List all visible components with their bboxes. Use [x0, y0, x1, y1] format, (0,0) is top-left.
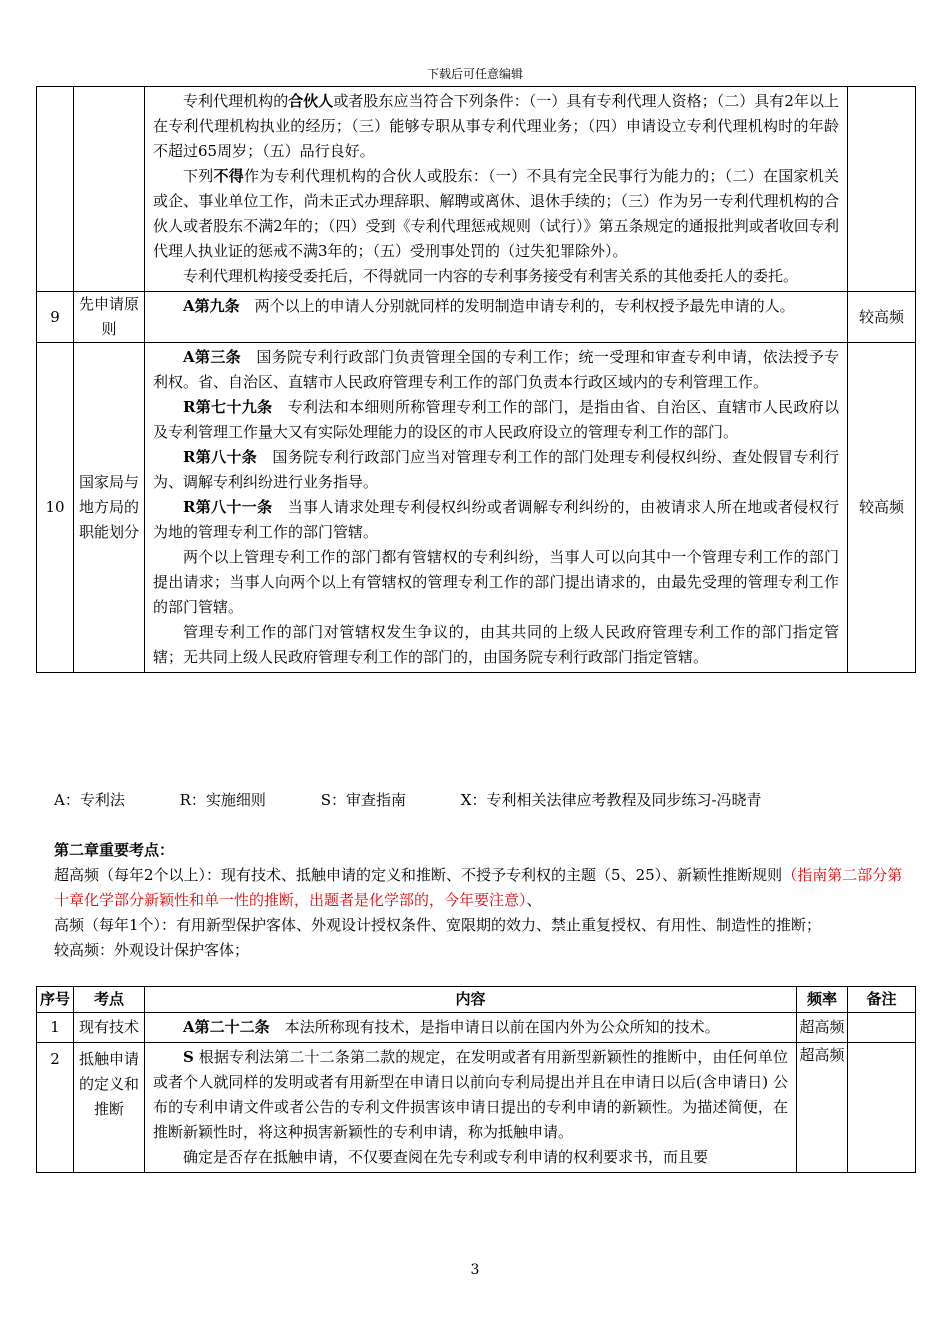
content-paragraph: A第三条 国务院专利行政部门负责管理全国的专利工作；统一受理和审查专利申请，依法授予专利权。省、自治区、直辖市人民政府管理专利工作的部门负责本行政区域内的专利管理工作。 — [153, 348, 839, 391]
content-paragraph: R第八十条 国务院专利行政部门应当对管理专利工作的部门处理专利侵权纠纷、查处假冒专利行为、调解专利纠纷进行业务指导。 — [153, 448, 839, 491]
chapter2-exam-points-table — [36, 986, 916, 1173]
exam-point: 现有技术 — [74, 1013, 145, 1043]
note-cell — [848, 1043, 916, 1173]
table-row-continued — [37, 87, 916, 292]
chapter-title: 第二章重要考点： — [54, 841, 175, 859]
frequency: 超高频 — [797, 1013, 848, 1043]
content-paragraph: 专利代理机构接受委托后，不得就同一内容的专利事务接受有利害关系的其他委托人的委托。 — [183, 267, 799, 285]
content-paragraph: 下列不得作为专利代理机构的合伙人或股东：（一）不具有完全民事行为能力的；（二）在国家机关或企、事业单位工作，尚未正式办理辞职、解聘或离休、退休手续的；（三）作为另一专利代理机构的合伙人或者股东不满2年的；（四）受到《专利代理惩戒规则（试行）》第五条规定的通报批判或者收回专利代理人执业证的惩戒不满3年的；（五）受刑事处罚的（过失犯罪除外）。 — [153, 167, 839, 260]
content-cell — [145, 292, 848, 343]
note-cell — [848, 1013, 916, 1043]
abbreviation-legend — [54, 789, 914, 811]
chapter-summary — [54, 838, 916, 963]
frequency: 超高频 — [797, 1043, 848, 1173]
freq-cell-empty — [848, 87, 916, 292]
high-frequency: 高频（每年1个）：有用新型保护客体、外观设计授权条件、宽限期的效力、禁止重复授权、有用性、制造性的推断； — [54, 916, 822, 934]
frequency: 较高频 — [848, 343, 916, 673]
legend-item: S：审查指南 — [320, 791, 406, 809]
exam-point: 先申请原则 — [74, 292, 145, 343]
content-paragraph: 确定是否存在抵触申请，不仅要查阅在先专利或专利申请的权利要求书，而且要 — [183, 1148, 709, 1166]
content-paragraph: 管理专利工作的部门对管辖权发生争议的，由其共同的上级人民政府管理专利工作的部门指定管辖；无共同上级人民政府管理专利工作的部门的，由国务院专利行政部门指定管辖。 — [153, 623, 839, 666]
exam-point: 抵触申请的定义和推断 — [74, 1043, 145, 1173]
super-high-frequency: 超高频（每年2个以上）：现有技术、抵触申请的定义和推断、不授予专利权的主题（5、25）、新颖性推断规则（指南第二部分第十章化学部分新颖性和单一性的推断，出题者是化学部的，今年要注意）、 — [54, 866, 903, 909]
header-content: 内容 — [145, 987, 797, 1013]
header-point: 考点 — [74, 987, 145, 1013]
content-cell — [145, 1043, 797, 1173]
content-paragraph: R第八十一条 当事人请求处理专利侵权纠纷或者调解专利纠纷的，由被请求人所在地或者侵权行为地的管理专利工作的部门管辖。 — [153, 498, 839, 541]
legend-item: X：专利相关法律应考教程及同步练习-冯晓青 — [460, 791, 762, 809]
content-paragraph: 两个以上管理专利工作的部门都有管辖权的专利纠纷，当事人可以向其中一个管理专利工作的部门提出请求；当事人向两个以上有管辖权的管理专利工作的部门提出请求的，由最先受理的管理专利工作的部门管辖。 — [153, 548, 839, 616]
table-row — [37, 1013, 916, 1043]
header-note: 下载后可任意编辑 — [426, 67, 523, 81]
header-note: 备注 — [848, 987, 916, 1013]
row-number: 9 — [37, 292, 74, 343]
header-frequency: 频率 — [797, 987, 848, 1013]
frequency: 较高频 — [848, 292, 916, 343]
table-row — [37, 343, 916, 673]
red-note: （指南第二部分第十章化学部分新颖性和单一性的推断，出题者是化学部的，今年要注意） — [54, 866, 903, 909]
legend-item: A：专利法 — [54, 791, 125, 809]
legend-item: R：实施细则 — [179, 791, 266, 809]
num-cell-empty — [37, 87, 74, 292]
content-paragraph: A第二十二条 本法所称现有技术，是指申请日以前在国内外为公众所知的技术。 — [183, 1018, 720, 1036]
table-row — [37, 1043, 916, 1173]
exam-point: 国家局与地方局的职能划分 — [74, 343, 145, 673]
content-paragraph: S 根据专利法第二十二条第二款的规定，在发明或者有用新型新颖性的推断中，由任何单位或者个人就同样的发明或者有用新型在申请日以前向专利局提出并且在申请日以后(含申请日) 公布的专利申请文件或者公告的专利文件损害该申请日提出的专利申请的新颖性。为描述简便，在推断新颖性时，将这种损害新颖性的专利申请，称为抵触申请。 — [153, 1048, 788, 1141]
row-number: 2 — [37, 1043, 74, 1173]
exam-points-table-continued — [36, 86, 916, 673]
table-row — [37, 292, 916, 343]
content-cell — [145, 87, 848, 292]
content-cell — [145, 343, 848, 673]
page-number: 3 — [470, 1262, 480, 1278]
row-number: 1 — [37, 1013, 74, 1043]
header-num: 序号 — [37, 987, 74, 1013]
content-cell — [145, 1013, 797, 1043]
content-paragraph: R第七十九条 专利法和本细则所称管理专利工作的部门，是指由省、自治区、直辖市人民政府以及专利管理工作量大又有实际处理能力的设区的市人民政府设立的管理专利工作的部门。 — [153, 398, 839, 441]
content-paragraph: A第九条 两个以上的申请人分别就同样的发明制造申请专利的，专利权授予最先申请的人。 — [183, 297, 795, 315]
row-number: 10 — [37, 343, 74, 673]
fairly-high-frequency: 较高频：外观设计保护客体； — [54, 941, 250, 959]
content-paragraph: 专利代理机构的合伙人或者股东应当符合下列条件：（一）具有专利代理人资格；（二）具有2年以上在专利代理机构执业的经历；（三）能够专职从事专利代理业务；（四）申请设立专利代理机构时的年龄不超过65周岁；（五）品行良好。 — [153, 92, 839, 160]
point-cell-empty — [74, 87, 145, 292]
table-header-row — [37, 987, 916, 1013]
